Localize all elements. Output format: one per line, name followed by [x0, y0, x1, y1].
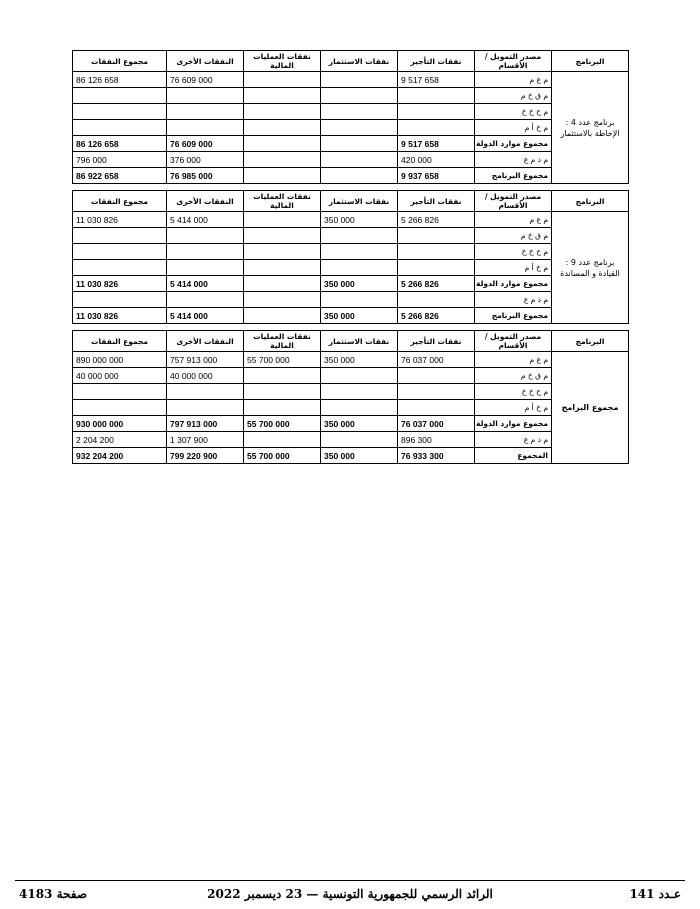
amount-cell: 1 307 900 [167, 432, 244, 448]
amount-cell: 2 204 200 [73, 432, 167, 448]
table-row [73, 352, 629, 368]
funding-source-label: مجموع موارد الدولة [475, 136, 552, 152]
table-row [73, 228, 629, 244]
funding-source-label: مجموع موارد الدولة [475, 416, 552, 432]
amount-cell: 11 030 826 [73, 276, 167, 292]
amount-cell [167, 292, 244, 308]
table-row [73, 384, 629, 400]
amount-cell [244, 136, 321, 152]
amount-cell [398, 104, 475, 120]
amount-cell: 376 000 [167, 152, 244, 168]
amount-cell: 5 266 826 [398, 212, 475, 228]
amount-cell: 350 000 [321, 448, 398, 464]
funding-source-label: م ق خ م [475, 368, 552, 384]
amount-cell [244, 400, 321, 416]
amount-cell [244, 260, 321, 276]
amount-cell: 930 000 000 [73, 416, 167, 432]
table-row [73, 260, 629, 276]
amount-cell: 76 933 300 [398, 448, 475, 464]
amount-cell [321, 88, 398, 104]
amount-cell [321, 168, 398, 184]
amount-cell: 350 000 [321, 276, 398, 292]
table-row [73, 168, 629, 184]
amount-cell: 5 414 000 [167, 276, 244, 292]
column-header: مصدر التمويل / الأقسام [475, 51, 552, 72]
funding-source-label: م ع م [475, 352, 552, 368]
funding-source-label: م ق خ م [475, 228, 552, 244]
amount-cell: 9 937 658 [398, 168, 475, 184]
amount-cell: 896 300 [398, 432, 475, 448]
budget-table [72, 50, 629, 184]
amount-cell: 932 204 200 [73, 448, 167, 464]
amount-cell: 350 000 [321, 416, 398, 432]
table-row [73, 308, 629, 324]
amount-cell [398, 292, 475, 308]
table-row [73, 432, 629, 448]
amount-cell [167, 228, 244, 244]
table-row [73, 368, 629, 384]
amount-cell [398, 88, 475, 104]
amount-cell: 55 700 000 [244, 448, 321, 464]
amount-cell [73, 400, 167, 416]
amount-cell: 757 913 000 [167, 352, 244, 368]
amount-cell: 350 000 [321, 352, 398, 368]
amount-cell: 40 000 000 [167, 368, 244, 384]
table-row [73, 212, 629, 228]
column-header: نفقات العمليات المالية [244, 191, 321, 212]
amount-cell [321, 152, 398, 168]
funding-source-label: م ع م [475, 212, 552, 228]
column-header: نفقات الاستثمار [321, 191, 398, 212]
funding-source-label: م ق خ م [475, 88, 552, 104]
amount-cell [321, 72, 398, 88]
program-name: برنامج عدد 4 : الإحاطة بالاستثمار [552, 72, 629, 184]
amount-cell: 40 000 000 [73, 368, 167, 384]
column-header: نفقات التأجير [398, 191, 475, 212]
funding-source-label: مجموع موارد الدولة [475, 276, 552, 292]
amount-cell: 9 517 658 [398, 72, 475, 88]
column-header: مجموع النفقات [73, 191, 167, 212]
amount-cell: 5 414 000 [167, 308, 244, 324]
amount-cell [398, 384, 475, 400]
column-header: نفقات العمليات المالية [244, 331, 321, 352]
amount-cell: 86 922 658 [73, 168, 167, 184]
table-row [73, 120, 629, 136]
amount-cell [244, 308, 321, 324]
table-row [73, 400, 629, 416]
funding-source-label: م ذ م ع [475, 152, 552, 168]
amount-cell [167, 88, 244, 104]
amount-cell: 350 000 [321, 308, 398, 324]
amount-cell [321, 228, 398, 244]
column-header: النفقات الأخرى [167, 331, 244, 352]
budget-table [72, 330, 629, 464]
amount-cell: 76 037 000 [398, 352, 475, 368]
amount-cell: 890 000 000 [73, 352, 167, 368]
amount-cell: 5 414 000 [167, 212, 244, 228]
amount-cell: 5 266 826 [398, 308, 475, 324]
amount-cell [321, 260, 398, 276]
amount-cell [73, 104, 167, 120]
amount-cell: 76 609 000 [167, 136, 244, 152]
amount-cell [398, 368, 475, 384]
column-header: نفقات التأجير [398, 331, 475, 352]
table-row [73, 292, 629, 308]
amount-cell [398, 244, 475, 260]
amount-cell [398, 120, 475, 136]
amount-cell [321, 104, 398, 120]
amount-cell: 799 220 900 [167, 448, 244, 464]
amount-cell [73, 384, 167, 400]
amount-cell [167, 120, 244, 136]
amount-cell: 9 517 658 [398, 136, 475, 152]
amount-cell: 76 985 000 [167, 168, 244, 184]
column-header: مجموع النفقات [73, 51, 167, 72]
program-name: برنامج عدد 9 : القيادة و المساندة [552, 212, 629, 324]
amount-cell [73, 228, 167, 244]
column-header: مجموع النفقات [73, 331, 167, 352]
funding-source-label: م ذ م ع [475, 432, 552, 448]
amount-cell: 55 700 000 [244, 352, 321, 368]
column-header: النفقات الأخرى [167, 191, 244, 212]
funding-source-label: المجموع [475, 448, 552, 464]
column-header: مصدر التمويل / الأقسام [475, 191, 552, 212]
amount-cell: 76 609 000 [167, 72, 244, 88]
issue-number: عـدد 141 [629, 887, 681, 901]
amount-cell [73, 88, 167, 104]
table-row [73, 244, 629, 260]
page-footer [15, 880, 685, 905]
table-row [73, 88, 629, 104]
amount-cell [167, 400, 244, 416]
amount-cell: 350 000 [321, 212, 398, 228]
amount-cell [321, 120, 398, 136]
amount-cell [398, 260, 475, 276]
amount-cell [244, 292, 321, 308]
page-number: صفحة 4183 [19, 887, 88, 901]
table-row [73, 104, 629, 120]
table-row [73, 136, 629, 152]
amount-cell [73, 244, 167, 260]
amount-cell: 86 126 658 [73, 72, 167, 88]
amount-cell [244, 72, 321, 88]
funding-source-label: م ح خ خ [475, 244, 552, 260]
funding-source-label: م ح خ خ [475, 384, 552, 400]
funding-source-label: م ح خ خ [475, 104, 552, 120]
amount-cell [244, 384, 321, 400]
amount-cell [244, 168, 321, 184]
amount-cell: 55 700 000 [244, 416, 321, 432]
column-header: النفقات الأخرى [167, 51, 244, 72]
column-header: مصدر التمويل / الأقسام [475, 331, 552, 352]
funding-source-label: م خ أ م [475, 260, 552, 276]
amount-cell [321, 368, 398, 384]
amount-cell: 11 030 826 [73, 212, 167, 228]
amount-cell [167, 244, 244, 260]
amount-cell [167, 104, 244, 120]
amount-cell [321, 292, 398, 308]
budget-table [72, 190, 629, 324]
amount-cell: 5 266 826 [398, 276, 475, 292]
amount-cell: 76 037 000 [398, 416, 475, 432]
amount-cell [244, 88, 321, 104]
column-header: نفقات الاستثمار [321, 331, 398, 352]
amount-cell [73, 260, 167, 276]
table-row [73, 448, 629, 464]
amount-cell: 796 000 [73, 152, 167, 168]
table-row [73, 416, 629, 432]
column-header: نفقات العمليات المالية [244, 51, 321, 72]
funding-source-label: م خ أ م [475, 400, 552, 416]
amount-cell: 797 913 000 [167, 416, 244, 432]
journal-title: الرائد الرسمي للجمهورية التونسية — 23 ديسمبر 2022 [207, 887, 493, 901]
column-header: البرنامج [552, 51, 629, 72]
funding-source-label: مجموع البرنامج [475, 168, 552, 184]
program-name: مجموع البرامج [552, 352, 629, 464]
table-row [73, 276, 629, 292]
amount-cell: 86 126 658 [73, 136, 167, 152]
amount-cell [244, 212, 321, 228]
amount-cell [244, 152, 321, 168]
column-header: البرنامج [552, 331, 629, 352]
funding-source-label: م خ أ م [475, 120, 552, 136]
amount-cell [244, 276, 321, 292]
amount-cell [73, 292, 167, 308]
amount-cell [244, 432, 321, 448]
amount-cell [398, 400, 475, 416]
amount-cell [398, 228, 475, 244]
column-header: نفقات الاستثمار [321, 51, 398, 72]
funding-source-label: مجموع البرنامج [475, 308, 552, 324]
amount-cell [167, 384, 244, 400]
amount-cell: 420 000 [398, 152, 475, 168]
amount-cell [321, 136, 398, 152]
column-header: البرنامج [552, 191, 629, 212]
amount-cell [244, 228, 321, 244]
amount-cell: 11 030 826 [73, 308, 167, 324]
amount-cell [167, 260, 244, 276]
amount-cell [244, 368, 321, 384]
amount-cell [321, 400, 398, 416]
amount-cell [73, 120, 167, 136]
funding-source-label: م ع م [475, 72, 552, 88]
amount-cell [244, 104, 321, 120]
amount-cell [321, 432, 398, 448]
amount-cell [321, 244, 398, 260]
amount-cell [244, 120, 321, 136]
amount-cell [244, 244, 321, 260]
table-row [73, 152, 629, 168]
table-row [73, 72, 629, 88]
amount-cell [321, 384, 398, 400]
funding-source-label: م ذ م ع [475, 292, 552, 308]
column-header: نفقات التأجير [398, 51, 475, 72]
